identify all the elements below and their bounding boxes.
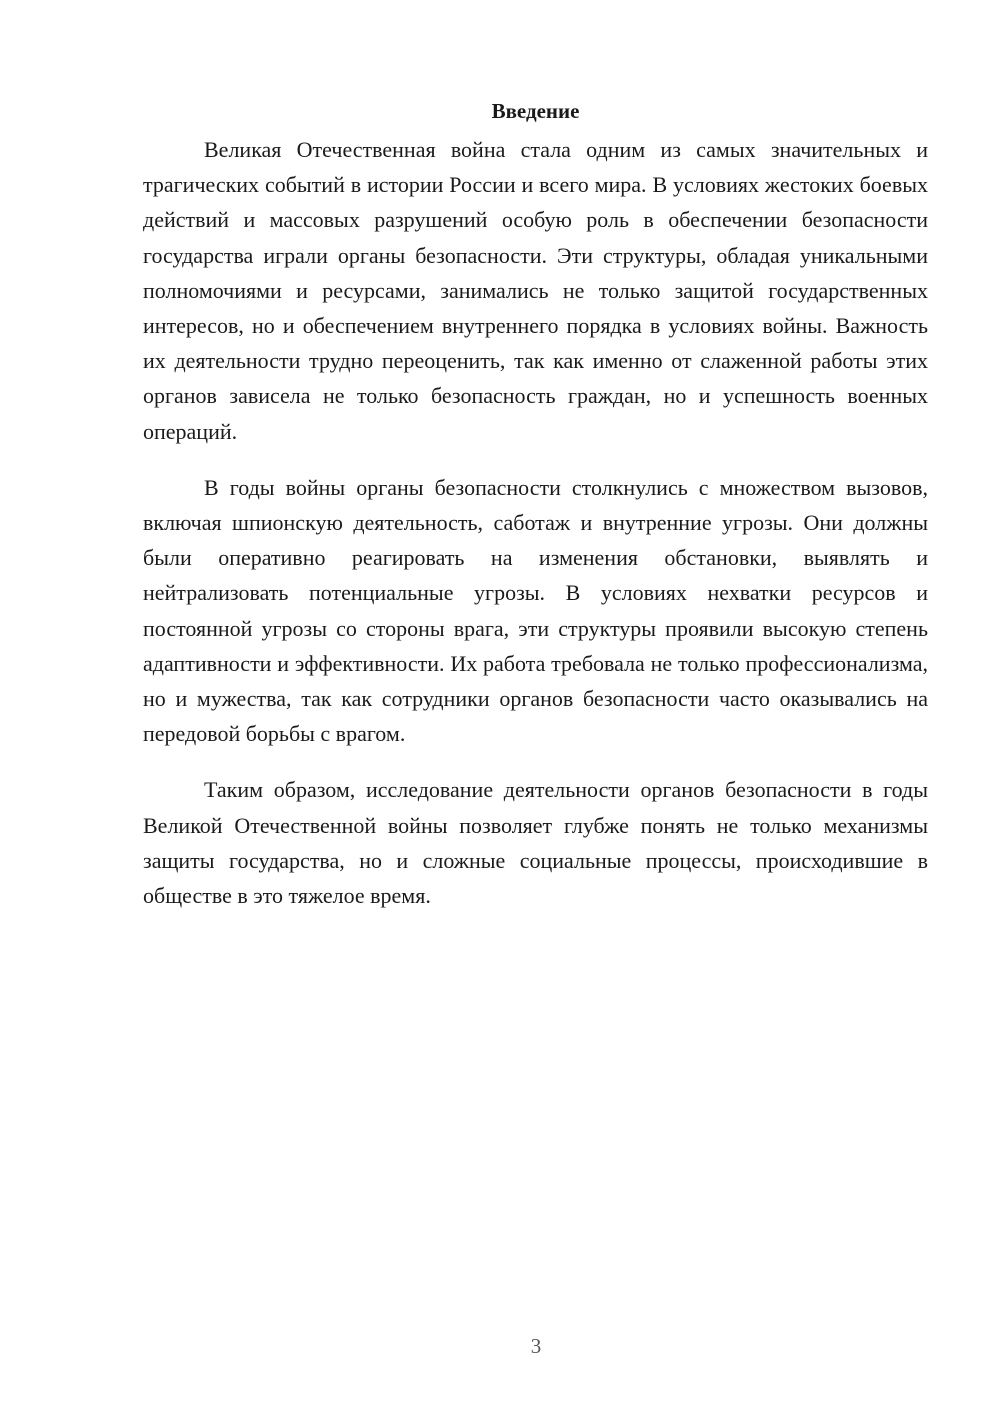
paragraph-1: Великая Отечественная война стала одним из самых значительных и трагических событий в истории России и всего мира. В условиях жестоких боевых действий и массовых разрушений особую роль в обеспечении безопасности государства играли органы безопасности. Эти структуры, обладая уникальными полномочиями и ресурсами, занимались не только защитой государственных интересов, но и обеспечением внутреннего порядка в условиях войны. Важность их деятельности трудно переоценить, так как именно от слаженной работы этих органов зависела не только безопасность граждан, но и успешность военных операций. — [143, 137, 928, 444]
page-content — [143, 96, 928, 913]
paragraph-2: В годы войны органы безопасности столкнулись с множеством вызовов, включая шпионскую деятельность, саботаж и внутренние угрозы. Они должны были оперативно реагировать на изменения обстановки, выявлять и нейтрализовать потенциальные угрозы. В условиях нехватки ресурсов и постоянной угрозы со стороны врага, эти структуры проявили высокую степень адаптивности и эффективности. Их работа требовала не только профессионализма, но и мужества, так как сотрудники органов безопасности часто оказывались на передовой борьбы с врагом. — [143, 474, 928, 747]
page-number: 3 — [530, 1334, 542, 1358]
paragraph-3: Таким образом, исследование деятельности органов безопасности в годы Великой Отечественной войны позволяет глубже понять не только механизмы защиты государства, но и сложные социальные процессы, происходившие в обществе в это тяжелое время. — [143, 777, 928, 909]
section-title: Введение — [491, 99, 580, 123]
